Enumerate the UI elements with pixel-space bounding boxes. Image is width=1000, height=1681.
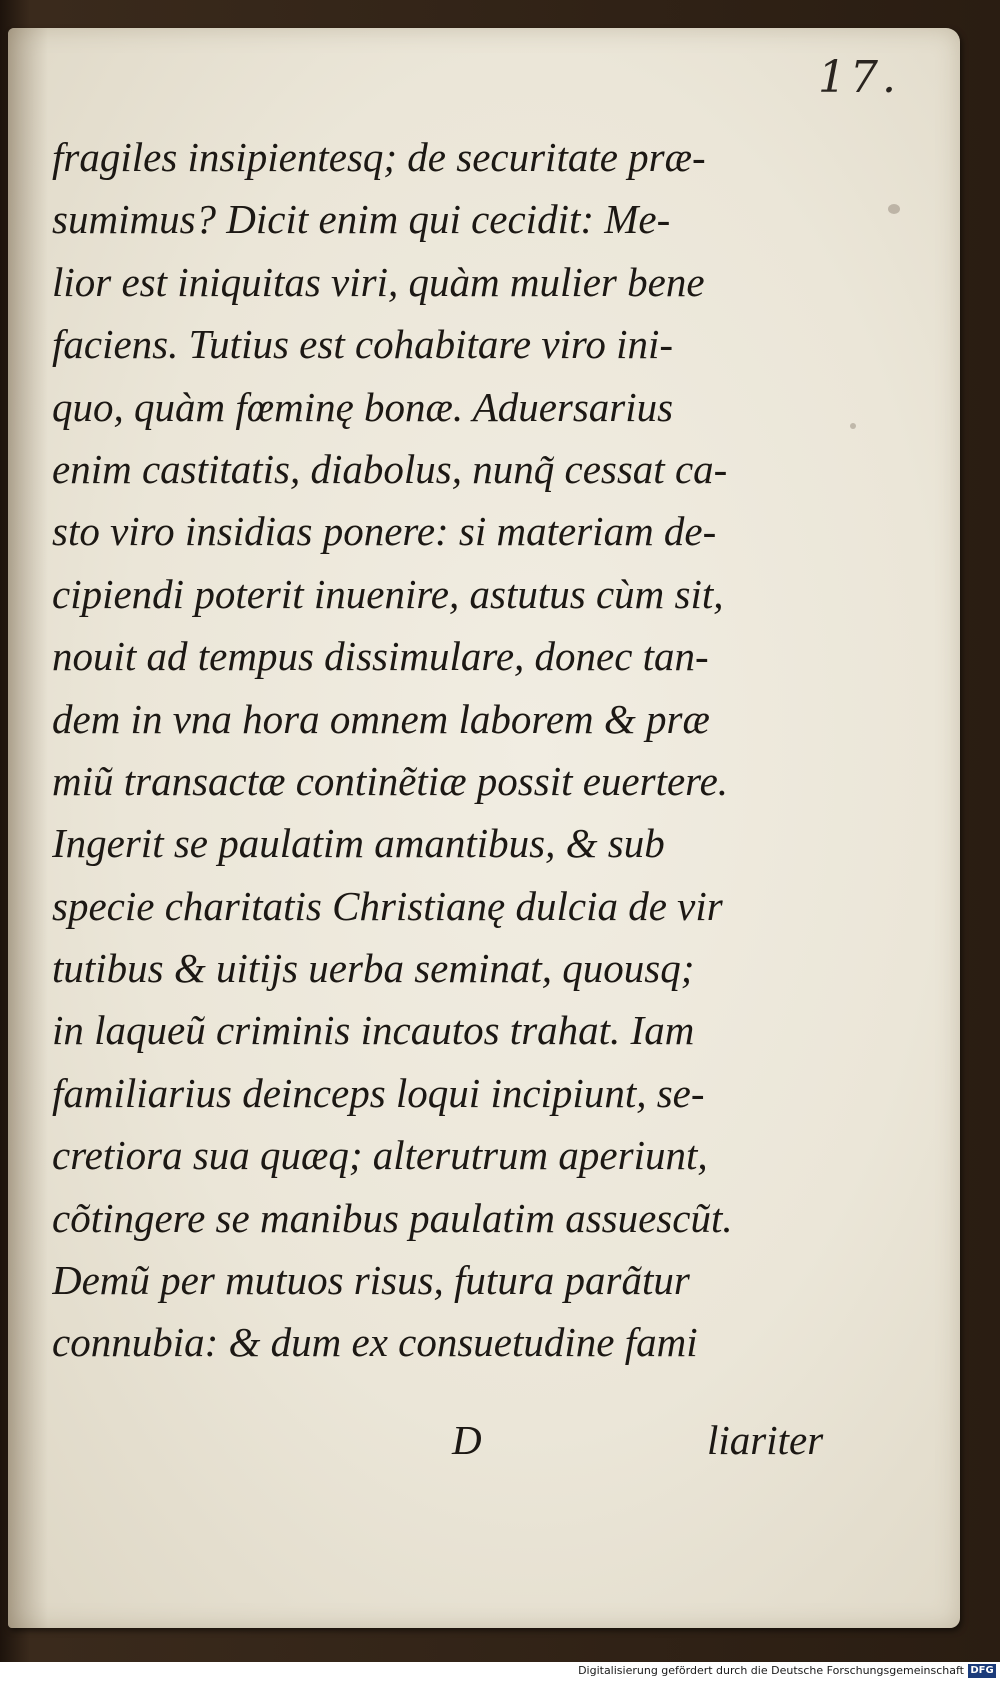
- text-line: sumimus? Dicit enim qui cecidit: Me-: [52, 196, 671, 243]
- text-line: connubia: & dum ex consuetudine fami: [52, 1319, 698, 1366]
- text-line: miũ transactæ continẽtiæ possit euertere.: [52, 757, 729, 804]
- text-line: nouit ad tempus dissimulare, donec tan-: [52, 633, 709, 680]
- page-number: 17.: [818, 52, 900, 103]
- text-line: Ingerit se paulatim amantibus, & sub: [52, 820, 665, 867]
- text-line: specie charitatis Christianę dulcia de vir: [52, 882, 723, 929]
- text-line: familiarius deinceps loqui incipiunt, se-: [52, 1069, 705, 1116]
- text-line: tutibus & uitijs uerba seminat, quousq;: [52, 945, 695, 992]
- text-line: cipiendi poterit inuenire, astutus cùm sit,: [52, 570, 724, 617]
- text-line: dem in vna hora omnem laborem & præ: [52, 695, 710, 742]
- text-line: lior est iniquitas viri, quàm mulier bene: [52, 258, 705, 305]
- body-text: [52, 126, 852, 1374]
- funding-credit: Digitalisierung gefördert durch die Deutsche Forschungsgemeinschaft: [578, 1664, 964, 1677]
- signature-mark: D: [452, 1417, 482, 1463]
- text-line: Demũ per mutuos risus, futura parãtur: [52, 1257, 690, 1304]
- text-line: sto viro insidias ponere: si materiam de-: [52, 508, 717, 555]
- text-line: fragiles insipientesq; de securitate præ-: [52, 134, 706, 180]
- ink-smudge: [888, 204, 900, 214]
- text-line: faciens. Tutius est cohabitare viro ini-: [52, 321, 674, 368]
- page-foot: [52, 1410, 852, 1470]
- text-line: quo, quàm fœminę bonæ. Aduersarius: [52, 383, 674, 430]
- text-line: cõtingere se manibus paulatim assuescũt.: [52, 1194, 733, 1241]
- dfg-logo: DFG: [968, 1664, 996, 1678]
- text-line: enim castitatis, diabolus, nunq̃ cessat ca-: [52, 445, 728, 492]
- catchword: liariter: [707, 1417, 824, 1463]
- text-line: in laqueũ criminis incautos trahat. Iam: [52, 1007, 695, 1054]
- text-line: cretiora sua quæq; alterutrum aperiunt,: [52, 1132, 708, 1179]
